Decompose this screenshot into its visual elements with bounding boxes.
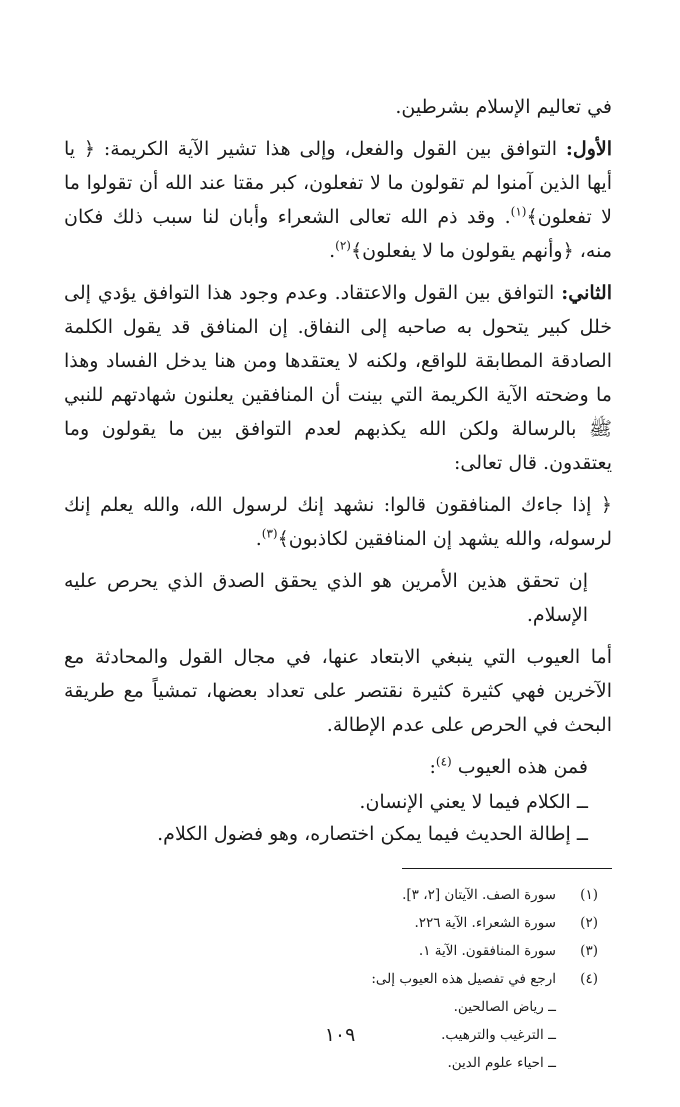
footnote-ref-2: (٢) xyxy=(335,238,351,253)
quote-text: ﴿ إذا جاءك المنافقون قالوا: نشهد إنك لرسول الله، والله يعلم إنك لرسوله، والله يشهد إن المنافقين لكاذبون﴾ xyxy=(64,494,612,550)
page-body xyxy=(64,92,612,1077)
page-number: ١٠٩ xyxy=(324,1024,356,1046)
quote-end: . xyxy=(255,528,262,550)
faults-paragraph: أما العيوب التي ينبغي الابتعاد عنها، في مجال القول والمحادثة مع الآخرين فهي كثيرة كثيرة نقتصر على تعداد بعضها، تمشياً مع طريقة البحث في الحرص على عدم الإطالة. xyxy=(64,646,612,736)
footnote-item xyxy=(64,909,598,937)
intro-line: في تعاليم الإسلام بشرطين. xyxy=(395,96,612,118)
footnote-text: سورة الشعراء. الآية ٢٢٦. xyxy=(414,915,556,931)
footnote-item xyxy=(64,881,598,909)
footnote-ref-1: (١) xyxy=(510,204,527,219)
footnote-text: سورة المنافقون. الآية ١. xyxy=(418,943,556,959)
list-item: ــ إطالة الحديث فيما يمكن اختصاره، وهو فضول الكلام. xyxy=(157,823,588,845)
footnote-number: (٤) xyxy=(580,971,598,987)
paragraph-second xyxy=(64,276,612,480)
list-intro-text: فمن هذه العيوب xyxy=(457,756,588,778)
list-item: ــ الكلام فيما لا يعني الإنسان. xyxy=(359,791,588,813)
footnote-divider xyxy=(402,868,612,869)
footnotes xyxy=(64,881,612,1077)
first-lead: الأول: xyxy=(565,138,612,160)
footnote-item xyxy=(64,937,598,965)
footnote-item xyxy=(64,965,598,993)
faults-list-intro xyxy=(64,750,612,784)
footnote-text: سورة الصف. الآيتان [٢، ٣]. xyxy=(402,887,556,903)
paragraph-first xyxy=(64,132,612,268)
first-text: التوافق بين القول والفعل، وإلى هذا تشير الآية الكريمة: ﴿ يا أيها الذين آمنوا لم تقولون ما لا تفعلون، كبر مقتا عند الله أن تقولوا ما لا تفعلون﴾ xyxy=(64,138,612,228)
footnote-subitem: ــ احياء علوم الدين. xyxy=(447,1055,556,1071)
list-intro-end: : xyxy=(429,756,436,778)
footnote-number: (٣) xyxy=(580,943,598,959)
footnote-text: ارجع في تفصيل هذه العيوب إلى: xyxy=(371,971,556,987)
footnote-subitem: ــ الترغيب والترهيب. xyxy=(441,1027,556,1043)
second-lead: الثاني: xyxy=(561,282,612,304)
second-text: التوافق بين القول والاعتقاد. وعدم وجود هذا التوافق يؤدي إلى خلل كبير يتحول به صاحبه إلى النفاق. إن المنافق قد يقول الكلمة الصادقة المطابقة للواقع، ولكنه لا يعتقدها ومن هنا يدخل الفساد وهذا ما وضحته الآية الكريمة التي بينت أن المنافقين يعلنون شهادتهم للنبي ﷺ بالرسالة ولكن الله يكذبهم لعدم التوافق بين ما يقولون وما يعتقدون. قال تعالى: xyxy=(64,282,612,474)
footnote-number: (٢) xyxy=(580,915,598,931)
quran-quote xyxy=(64,488,612,556)
footnote-number: (١) xyxy=(580,887,598,903)
truth-sentence: إن تحقق هذين الأمرين هو الذي يحقق الصدق الذي يحرص عليه الإسلام. xyxy=(64,570,588,626)
footnote-ref-3: (٣) xyxy=(261,526,278,541)
first-text-2: . وقد ذم الله تعالى الشعراء وأبان لنا سبب ذلك فكان منه، ﴿وأنهم يقولون ما لا يفعلون﴾ xyxy=(64,206,612,262)
footnote-ref-4: (٤) xyxy=(435,754,452,769)
first-end: . xyxy=(329,240,336,262)
footnote-subitem: ــ رياض الصالحين. xyxy=(453,999,556,1015)
